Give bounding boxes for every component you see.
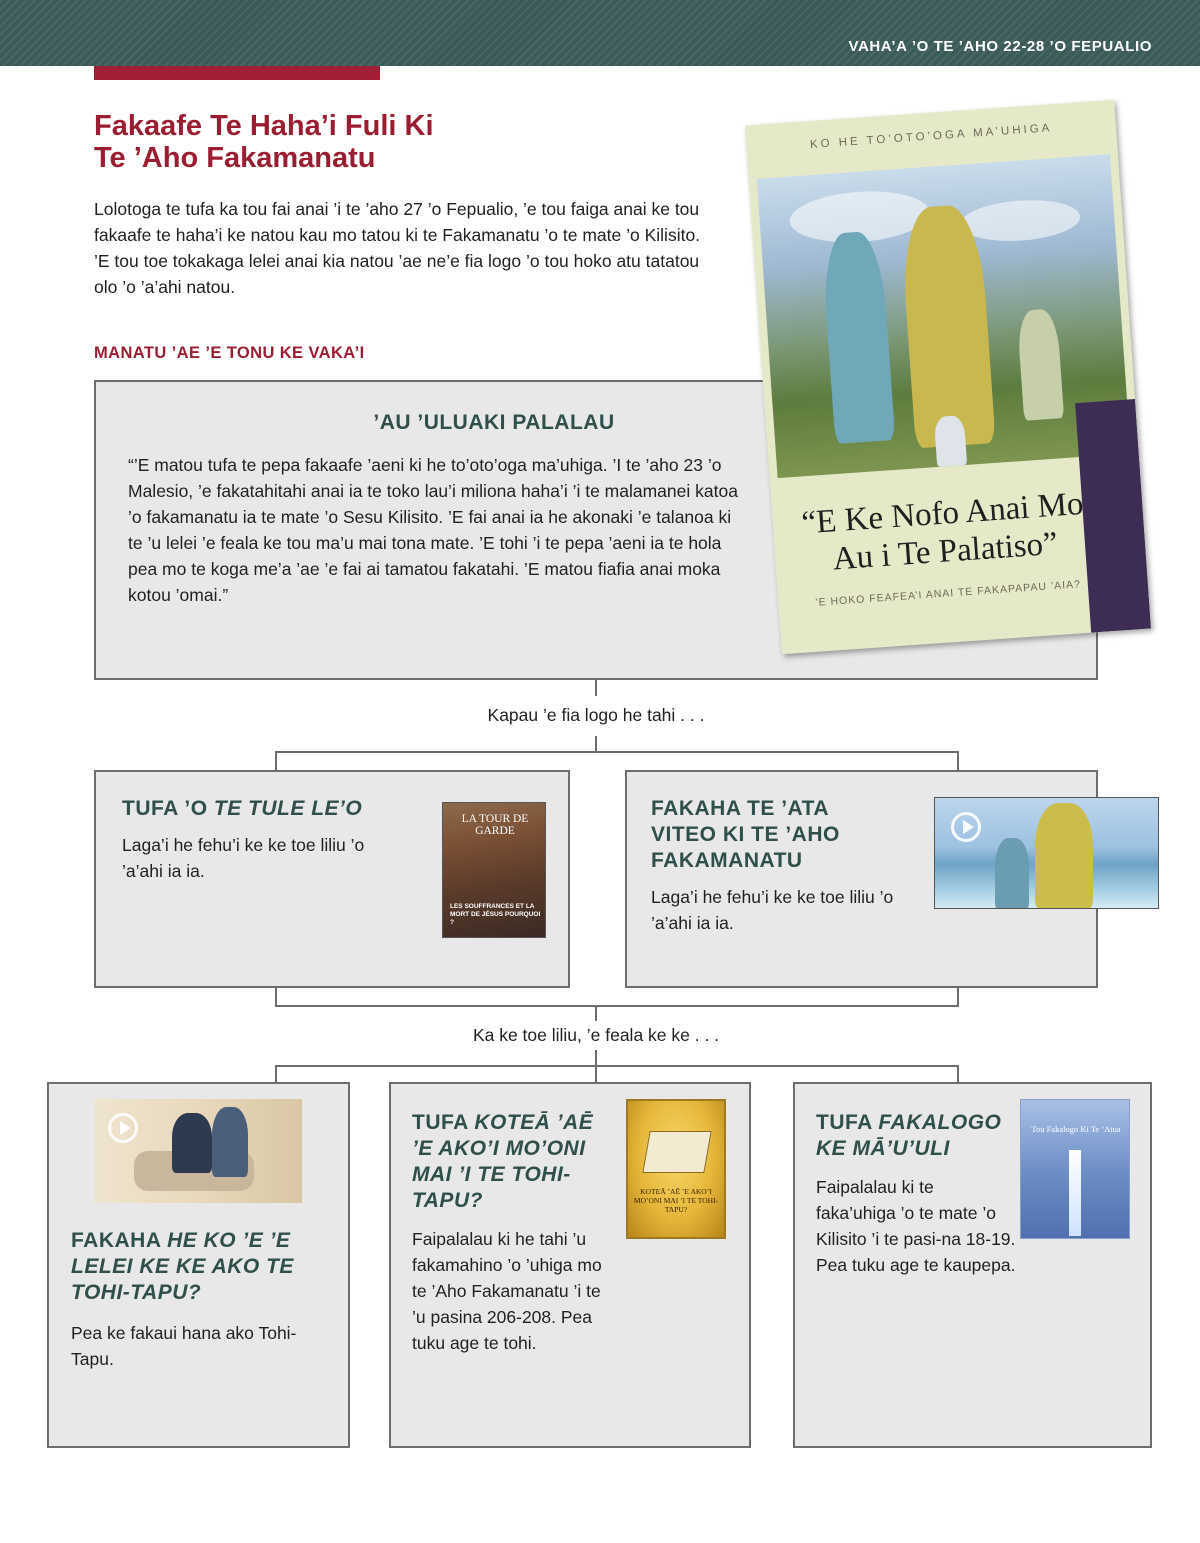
connector-line bbox=[595, 1005, 597, 1021]
connector-line bbox=[275, 988, 277, 1006]
opening-title: ’AU ’ULUAKI PALALAU bbox=[373, 411, 615, 434]
study-video-text: Pea ke fakaui hana ako Tohi-Tapu. bbox=[71, 1323, 297, 1369]
watchtower-masthead: LA TOUR DE GARDE bbox=[461, 813, 529, 837]
bible-study-video-thumbnail[interactable] bbox=[94, 1099, 302, 1203]
connector-line bbox=[957, 988, 959, 1006]
connector-line bbox=[957, 1065, 959, 1083]
connector-line bbox=[595, 736, 597, 752]
connector-text-2: Ka ke toe liliu, ’e feala ke ke . . . bbox=[472, 1025, 720, 1045]
connector-line bbox=[275, 751, 959, 753]
brochure-cover[interactable] bbox=[745, 100, 1151, 655]
connector-line bbox=[595, 1050, 597, 1066]
play-icon[interactable] bbox=[108, 1113, 138, 1143]
play-icon[interactable] bbox=[951, 812, 981, 842]
accent-bar bbox=[94, 66, 380, 80]
watchtower-cover-image[interactable] bbox=[442, 802, 546, 938]
bible-teach-book-cover[interactable] bbox=[626, 1099, 726, 1239]
section-label: MANATU ’AE ’E TONU KE VAKA’I bbox=[94, 344, 365, 362]
connector-line bbox=[957, 751, 959, 771]
tract-offer-heading: TUFA ’O TE TULE LE’O bbox=[122, 797, 363, 820]
watchtower-caption: LES SOUFFRANCES ET LA MORT DE JÉSUS POURQUOI ? bbox=[450, 903, 541, 926]
page-title bbox=[94, 110, 614, 174]
tract-listen-text: Faipalalau ki te faka’uhiga ’o te mate ’o Kilisito ’i te pasi-na 18-19. Pea tuku age te kaupepa. bbox=[816, 1177, 1016, 1275]
tract-listen-heading: TUFA FAKALOGO KE MĀ’U’ULI bbox=[816, 1111, 1002, 1160]
brochure-subtitle: ’E HOKO FEAFEA’I ANAI TE FAKAPAPAU ’AIA? bbox=[814, 578, 1082, 609]
video-offer-text: Laga’i he fehu’i ke ke toe liliu ’o ’a’ahi ia ia. bbox=[651, 887, 894, 933]
intro-paragraph: Lolotoga te tufa ka tou fai anai ’i te ’aho 27 ’o Fepualio, ’e tou faiga anai ke tou fakaafe te haha’i ke natou kau mo tatou ki te Fakamanatu ’o te mate ’o Kilisito. ’E tou toe tokakaga lelei anai kia natou ’ae ne’e fia logo ’o tou hoko atu tatatou olo ’o ’a’ahi natou. bbox=[94, 199, 701, 297]
header-band bbox=[0, 0, 1200, 66]
page-title-line-1: Fakaafe Te Haha’i Fuli Ki bbox=[94, 110, 434, 142]
connector-line bbox=[595, 680, 597, 696]
book-offer-heading: TUFA KOTEĀ ’AĒ ’E AKO’I MO’ONI MAI ’I TE TOHI-TAPU? bbox=[412, 1111, 594, 1212]
tract-offer-text: Laga’i he fehu’i ke ke toe liliu ’o ’a’ahi ia ia. bbox=[122, 835, 365, 881]
brochure-photo bbox=[757, 154, 1131, 478]
connector-text-1: Kapau ’e fia logo he tahi . . . bbox=[487, 705, 705, 725]
book-cover-title: KOTEĀ ’AĒ ’E AKO’I MO’ONI MAI ’I TE TOHI-TAPU? bbox=[633, 1187, 719, 1214]
memorial-video-thumbnail[interactable] bbox=[934, 797, 1159, 909]
page-title-line-2: Te ’Aho Fakamanatu bbox=[94, 142, 376, 174]
video-offer-heading: FAKAHA TE ’ATA VITEO KI TE ’AHO FAKAMANATU bbox=[651, 797, 840, 872]
brochure-series: KO HE TO’OTO’OGA MA’UHIGA bbox=[809, 122, 1053, 152]
connector-line bbox=[275, 1065, 277, 1083]
book-offer-text: Faipalalau ki he tahi ’u fakamahino ’o ’uhiga mo te ’Aho Fakamanatu ’i te ’u pasina 206-208. Pea tuku age te tohi. bbox=[412, 1229, 602, 1353]
connector-line bbox=[595, 1065, 597, 1083]
connector-line bbox=[275, 751, 277, 771]
opening-quote: “’E matou tufa te pepa fakaafe ’aeni ki he to’oto’oga ma’uhiga. ’I te ’aho 23 ’o Malesio, ’e fakatahitahi anai ia te toko lau’i miliona haha’i ’i te malamanei katoa ’o fakamanatu ia te mate ’o Sesu Kilisito. ’E fai anai ia he akonaki ’e talanoa ki te ’u lelei ’e feala ke tou ma’u mai tona mate. ’E tohi ’i te pepa ’aeni ia te hola pea mo te koga me’a ’ae ’e fai ai tamatou fakatahi. ’E matou fiafia anai moka kotou ’omai.” bbox=[128, 455, 738, 605]
connector-line bbox=[275, 1065, 959, 1067]
listen-cover-title: Tou Fakalogo Ki Te ’Atua bbox=[1031, 1124, 1121, 1134]
week-title: VAHA’A ’O TE ’AHO 22-28 ’O FEPUALIO bbox=[848, 38, 1152, 55]
study-video-heading: FAKAHA HE KO ’E ’E LELEI KE KE AKO TE TOHI-TAPU? bbox=[71, 1229, 294, 1304]
brochure-quote: “E Ke Nofo Anai Mo Au i Te Palatiso” bbox=[800, 485, 1085, 578]
connector-line bbox=[275, 1005, 959, 1007]
listen-to-god-cover[interactable] bbox=[1020, 1099, 1130, 1239]
